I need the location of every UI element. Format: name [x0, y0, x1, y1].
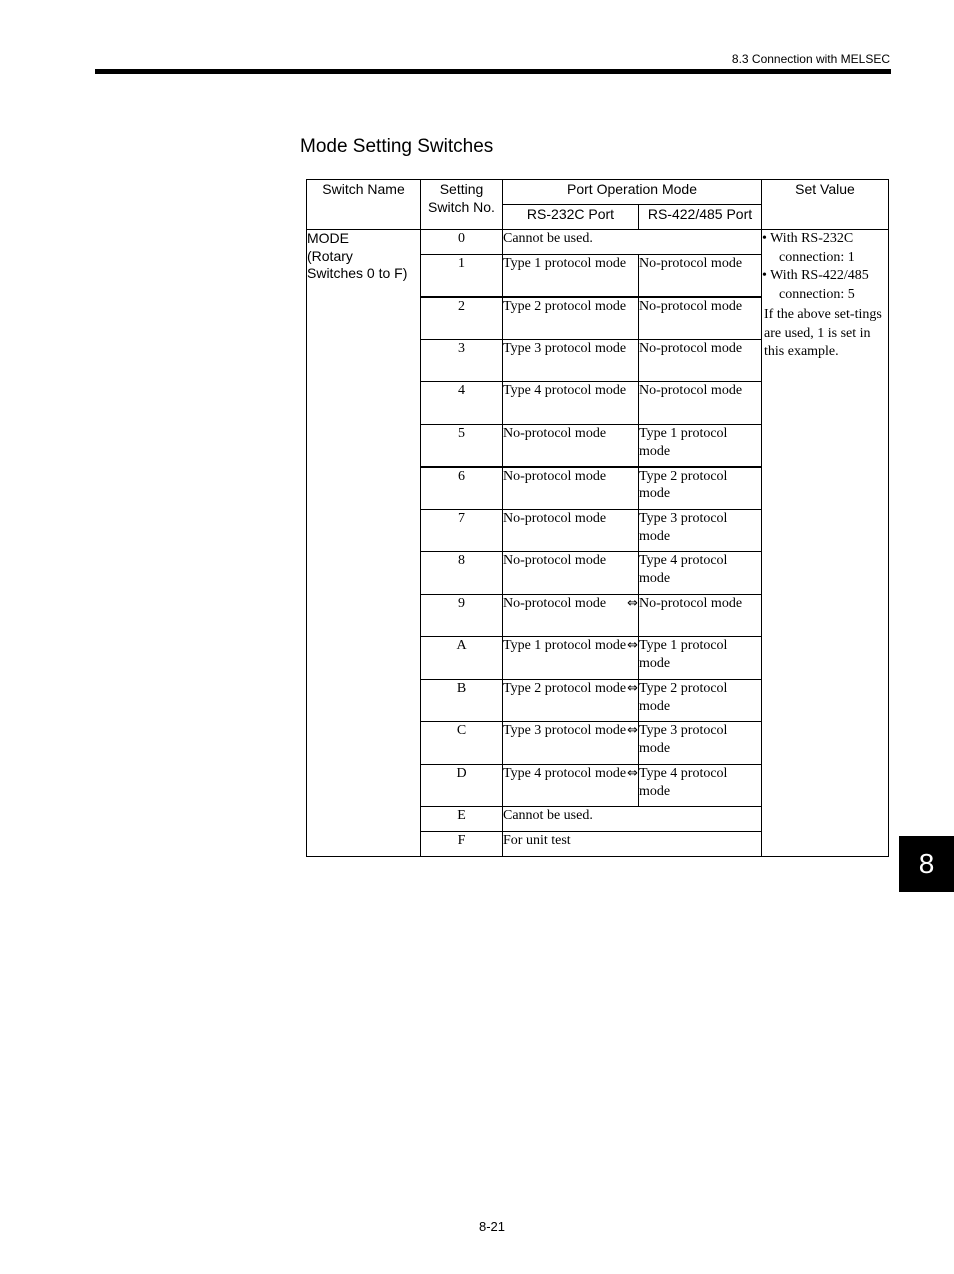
rs232c-mode-text: Type 1 protocol mode — [503, 638, 627, 653]
header-rule — [95, 69, 891, 74]
header-setting-no-line1: Setting — [439, 181, 484, 197]
table-body — [307, 230, 889, 857]
header-rs422: RS-422/485 Port — [639, 205, 762, 230]
running-header: 8.3 Connection with MELSEC — [731, 52, 890, 66]
set-value-bullet-rs422 — [762, 267, 888, 304]
rs422-mode-cell: Type 3 protocol mode — [639, 510, 762, 552]
rs232c-mode-cell — [503, 722, 639, 765]
header-port-mode: Port Operation Mode — [503, 180, 762, 205]
setting-no-cell: B — [421, 680, 503, 722]
set-value-bullet-rs232c-label: • With RS-232C — [762, 231, 854, 246]
setting-no-cell: 3 — [421, 340, 503, 382]
setting-no-cell: C — [421, 722, 503, 765]
setting-no-cell: 4 — [421, 382, 503, 425]
setting-no-cell: 7 — [421, 510, 503, 552]
switch-name-cell — [307, 230, 421, 857]
rs422-mode-cell: No-protocol mode — [639, 595, 762, 637]
setting-no-cell: A — [421, 637, 503, 680]
header-set-value: Set Value — [762, 180, 889, 230]
rs232c-mode-cell — [503, 467, 639, 510]
rs232c-mode-text: No-protocol mode — [503, 596, 607, 611]
setting-no-cell: 1 — [421, 255, 503, 297]
mode-setting-table — [306, 179, 889, 857]
bidirectional-arrow-icon: ⇔ — [627, 681, 638, 696]
rs232c-mode-text: Type 4 protocol mode — [503, 766, 627, 781]
setting-no-cell: 9 — [421, 595, 503, 637]
rs422-mode-cell: No-protocol mode — [639, 382, 762, 425]
rs422-mode-cell: Type 4 protocol mode — [639, 765, 762, 807]
mode-span-cell: Cannot be used. — [503, 807, 762, 832]
rs232c-mode-text: No-protocol mode — [503, 553, 607, 568]
rs232c-mode-text: No-protocol mode — [503, 511, 607, 526]
mode-span-cell: For unit test — [503, 832, 762, 857]
rs422-mode-cell: No-protocol mode — [639, 340, 762, 382]
rs422-mode-cell: Type 2 protocol mode — [639, 680, 762, 722]
rs232c-mode-text: Type 2 protocol mode — [503, 298, 627, 314]
setting-no-cell: 8 — [421, 552, 503, 595]
setting-no-cell: 0 — [421, 230, 503, 255]
switch-name-line3: Switches 0 to F) — [307, 265, 408, 281]
rs232c-mode-cell — [503, 510, 639, 552]
set-value-bullet-rs422-value: connection: 5 — [779, 286, 855, 302]
rs232c-mode-text: No-protocol mode — [503, 468, 607, 484]
rs232c-mode-text: Type 3 protocol mode — [503, 723, 627, 738]
set-value-bullet-rs232c-value: connection: 1 — [779, 249, 855, 265]
rs232c-mode-text: Type 3 protocol mode — [503, 341, 627, 356]
header-setting-no-line2: Switch No. — [428, 199, 495, 215]
rs232c-mode-text: Type 1 protocol mode — [503, 256, 627, 271]
rs232c-mode-cell — [503, 382, 639, 425]
page-number: 8-21 — [478, 1219, 506, 1234]
set-value-bullet-rs232c — [762, 230, 888, 267]
bidirectional-arrow-icon: ⇔ — [627, 723, 638, 738]
set-value-bullet-rs422-label: • With RS-422/485 — [762, 268, 869, 283]
rs422-mode-cell: Type 4 protocol mode — [639, 552, 762, 595]
rs422-mode-cell: Type 3 protocol mode — [639, 722, 762, 765]
rs422-mode-cell: Type 2 protocol mode — [639, 467, 762, 510]
rs232c-mode-cell — [503, 297, 639, 340]
rs422-mode-cell: Type 1 protocol mode — [639, 637, 762, 680]
setting-no-cell: 2 — [421, 297, 503, 340]
header-switch-name: Switch Name — [307, 180, 421, 230]
switch-name-line1: MODE — [307, 230, 349, 246]
section-title: Mode Setting Switches — [300, 136, 494, 157]
setting-no-cell: 5 — [421, 425, 503, 467]
rs232c-mode-cell — [503, 425, 639, 467]
rs232c-mode-cell — [503, 340, 639, 382]
rs232c-mode-text: Type 4 protocol mode — [503, 383, 627, 398]
rs232c-mode-cell — [503, 765, 639, 807]
setting-no-cell: D — [421, 765, 503, 807]
chapter-tab: 8 — [899, 836, 954, 892]
header-setting-no — [421, 180, 503, 230]
header-rs232c: RS-232C Port — [503, 205, 639, 230]
table-row — [307, 230, 889, 255]
rs422-mode-cell: Type 1 protocol mode — [639, 425, 762, 467]
rs232c-mode-text: No-protocol mode — [503, 426, 607, 441]
setting-no-cell: E — [421, 807, 503, 832]
rs232c-mode-cell — [503, 680, 639, 722]
setting-no-cell: 6 — [421, 467, 503, 510]
rs232c-mode-cell — [503, 552, 639, 595]
rs232c-mode-cell — [503, 637, 639, 680]
setting-no-cell: F — [421, 832, 503, 857]
rs232c-mode-text: Type 2 protocol mode — [503, 681, 627, 696]
switch-name-line2: (Rotary — [307, 247, 353, 264]
rs232c-mode-cell — [503, 255, 639, 297]
rs422-mode-cell: No-protocol mode — [639, 297, 762, 340]
bidirectional-arrow-icon: ⇔ — [627, 766, 638, 781]
mode-span-cell: Cannot be used. — [503, 230, 762, 255]
rs232c-mode-cell — [503, 595, 639, 637]
rs422-mode-cell: No-protocol mode — [639, 255, 762, 297]
bidirectional-arrow-icon: ⇔ — [627, 638, 638, 653]
set-value-cell — [762, 230, 889, 857]
bidirectional-arrow-icon: ⇔ — [627, 596, 638, 611]
set-value-note: If the above set-tings are used, 1 is set in this example. — [764, 307, 882, 359]
